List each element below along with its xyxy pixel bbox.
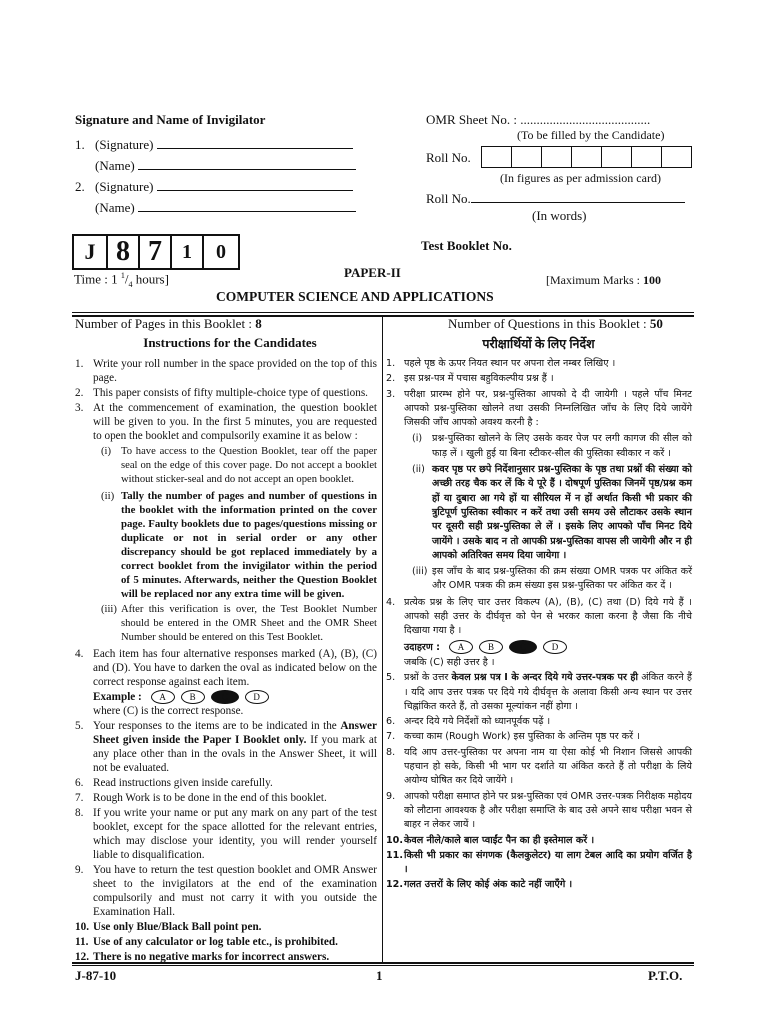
example-row: Example : A B C D — [93, 690, 377, 704]
sub-item: (iii) After this verification is over, the Test Booklet Number should be entered in the OMR Sheet and the OMR Sheet Number should be entered on this Test Booklet. — [101, 604, 377, 643]
oval-b: B — [479, 640, 503, 654]
list-item: 11. Use of any calculator or log table etc., is prohibited. — [75, 936, 338, 949]
paper-code-box — [72, 234, 240, 270]
top-rule — [72, 312, 694, 313]
name-label: (Name) — [95, 158, 135, 173]
list-item: 12. गलत उत्तरों के लिए कोई अंक काटे नहीं जाएँगे । — [386, 879, 573, 891]
sub-item: (i) To have access to the Question Booklet, tear off the paper seal on the edge of this cover page. Do not accept a booklet without sticker-seal and do not accept an open booklet. — [101, 446, 377, 485]
roll-no-words-row[interactable] — [426, 190, 685, 207]
signature-2-line[interactable] — [157, 178, 353, 191]
signature-2-row[interactable] — [75, 176, 356, 197]
signature-1-line[interactable] — [157, 136, 353, 149]
roll-no-words-note: (In words) — [532, 208, 587, 223]
list-item: 7. Rough Work is to be done in the end of this booklet. — [75, 792, 327, 805]
paper-number: PAPER-II — [344, 265, 401, 280]
sub-item: (iii) इस जाँच के बाद प्रश्न-पुस्तिका की क्रम संख्या OMR पत्रक पर अंकित करें और OMR पत्रक की क्रम संख्या इस प्रश्न-पुस्तिका पर अंकित कर दें । — [412, 566, 692, 592]
signature-label: (Signature) — [95, 137, 154, 152]
list-item: 8. If you write your name or put any mark on any part of the test booklet, except for the space allotted for the relevant entries, which may disclose your identity, you will render yourself liable to disqualification. — [75, 807, 377, 862]
example-ovals — [449, 640, 567, 654]
list-item: 10. केवल नीले/काले बाल प्वाईंट पैन का ही इस्तेमाल करें । — [386, 834, 595, 846]
example-row: उदाहरण : A B C D — [404, 640, 692, 655]
code-letter: J — [74, 236, 108, 268]
name-1-line[interactable] — [138, 157, 356, 170]
code-digit-2: 7 — [140, 236, 172, 268]
list-item: 8. यदि आप उत्तर-पुस्तिका पर अपना नाम या ऐसा कोई भी निशान जिससे आपकी पहचान हो सके, किसी भी भाग पर दर्शाते या अंकित करते हैं तो परीक्षा के लिये अयोग्य घोषित कर दिये जायेंगे । — [386, 746, 692, 787]
oval-d: D — [245, 690, 269, 704]
list-item: 10. Use only Blue/Black Ball point pen. — [75, 921, 262, 934]
invigilator-heading: Signature and Name of Invigilator — [75, 112, 266, 127]
code-digit-1: 8 — [108, 236, 140, 268]
questions-count: Number of Questions in this Booklet : 50 — [448, 316, 663, 331]
oval-c-filled: C — [509, 640, 537, 654]
roll-no-words-line[interactable] — [471, 190, 685, 203]
list-item: 3. At the commencement of examination, the question booklet will be given to you. In the first 5 minutes, you are requested to open the booklet and compulsorily examine it as below : (i) To have access to the Question Booklet, tear off the paper seal on the edge of this cover page. Do not accept a booklet without sticker-seal and do not accept an open booklet. (ii) Tally the number of pages and number of questions in the booklet with the information printed on the cover page. Faulty booklets due to pages/questions missing or duplicate or not in serial order or any other discrepancy should be got replaced immediately by a correct booklet from the invigilator within the period of 5 minutes. Afterwards, neither the Question Booklet will be replaced nor any extra time will be given. (iii) After this verification is over, the Test Booklet Number should be entered in the OMR Sheet and the OMR Sheet Number should be entered on this Test Booklet. — [75, 402, 377, 643]
row-num: 2. — [75, 179, 85, 194]
oval-a: A — [449, 640, 473, 654]
instructions-en-title: Instructions for the Candidates — [143, 335, 317, 350]
list-item: 9. You have to return the test question booklet and OMR Answer sheet to the invigilators at the end of the examination compulsorily and must not carry it with you outside the Examination Hall. — [75, 864, 377, 919]
roll-no-label: Roll No. — [426, 150, 471, 165]
oval-a: A — [151, 690, 175, 704]
list-item: 11. किसी भी प्रकार का संगणक (कैलकुलेटर) या लाग टेबल आदि का प्रयोग वर्जित है । — [386, 849, 692, 876]
maximum-marks: [Maximum Marks : 100 — [546, 273, 661, 287]
list-item: 1. पहले पृष्ठ के ऊपर नियत स्थान पर अपना रोल नम्बर लिखिए । — [386, 358, 616, 369]
subject-title: COMPUTER SCIENCE AND APPLICATIONS — [216, 289, 494, 304]
test-booklet-no[interactable]: Test Booklet No. — [421, 238, 512, 253]
row-num: 1. — [75, 137, 85, 152]
footer-code: J-87-10 — [75, 968, 117, 983]
example-note: जबकि (C) सही उत्तर है । — [404, 656, 495, 668]
list-item: 4. Each item has four alternative responses marked (A), (B), (C) and (D). You have to darken the oval as indicated below on the correct response against each item. Example : A B C D where (C) is the correct response. — [75, 648, 377, 718]
list-item: 4. प्रत्येक प्रश्न के लिए चार उत्तर विकल्प (A), (B), (C) तथा (D) दिये गये हैं । आपको सही उत्तर के दीर्घवृत्त को पेन से भरकर काला करना है जैसा कि नीचे दिखाया गया है । उदाहरण : A B C D जबकि (C) सही उत्तर है । — [386, 596, 692, 670]
pages-count: Number of Pages in this Booklet : 8 — [75, 316, 262, 331]
roll-no-words-label: Roll No. — [426, 191, 471, 206]
list-item: 5. Your responses to the items are to be indicated in the Answer Sheet given inside the Paper I Booklet only. If you mark at any place other than in the ovals in the Answer Sheet, it will not be evaluated. — [75, 720, 378, 775]
code-digit-3: 1 — [172, 236, 204, 268]
pto-label: P.T.O. — [648, 968, 683, 983]
sub-item: (i) प्रश्न-पुस्तिका खोलने के लिए उसके कवर पेज पर लगी कागज की सील को फाड़ लें । खुली हुई या बिना स्टीकर-सील की पुस्तिका स्वीकार न करें । — [412, 433, 692, 459]
list-item: 12. There is no negative marks for incorrect answers. — [75, 951, 330, 964]
list-item: 5. प्रश्नों के उत्तर केवल प्रश्न पत्र I के अन्दर दिये गये उत्तर-पत्रक पर ही अंकित करने हैं । यदि आप उत्तर पत्रक पर दिये गये दीर्घवृत्त के अलावा किसी अन्य स्थान पर उत्तर चिह्नांकित करते हैं, तो उसका मूल्यांकन नहीं होगा । — [386, 672, 692, 712]
omr-note: (To be filled by the Candidate) — [517, 128, 665, 142]
list-item: 2. इस प्रश्न-पत्र में पचास बहुविकल्पीय प्रश्न हैं । — [386, 373, 554, 385]
example-note: where (C) is the correct response. — [93, 705, 244, 718]
name-2-row[interactable] — [75, 197, 356, 218]
list-item: 2. This paper consists of fifty multiple-choice type of questions. — [75, 387, 368, 399]
invigilator-fields — [75, 134, 356, 218]
name-1-row[interactable] — [75, 155, 356, 176]
omr-sheet-no[interactable]: OMR Sheet No. : ........................................ — [426, 112, 651, 127]
instructions-hi-list — [386, 357, 692, 894]
example-ovals — [151, 690, 269, 704]
column-divider — [382, 316, 383, 962]
list-item: 7. कच्चा काम (Rough Work) इस पुस्तिका के अन्तिम पृष्ठ पर करें । — [386, 731, 640, 743]
oval-d: D — [543, 640, 567, 654]
code-digit-4: 0 — [216, 240, 226, 263]
sub-item: (ii) कवर पृष्ठ पर छपे निर्देशानुसार प्रश्न-पुस्तिका के पृष्ठ तथा प्रश्नों की संख्या को अच्छी तरह चैक कर लें कि ये पूरे हैं । दोषपूर्ण पुस्तिका जिनमें पृष्ठ/प्रश्न कम हों या दुबारा आ गये हों या सीरियल में न हों अर्थात किसी भी प्रकार की त्रुटिपूर्ण पुस्तिका स्वीकार न करें तथा उसी समय उसे लौटाकर उसके स्थान पर दूसरी सही प्रश्न-पुस्तिका ले लें । इसके लिए आपको पाँच मिनट दिये जायेंगे । उसके बाद न तो आपकी प्रश्न-पुस्तिका वापस ली जायेगी और न ही आपको अतिरिक्त समय दिया जायेगा । — [412, 464, 692, 561]
list-item: 6. Read instructions given inside carefully. — [75, 777, 273, 790]
name-label: (Name) — [95, 200, 135, 215]
name-2-line[interactable] — [138, 199, 356, 212]
roll-no-note: (In figures as per admission card) — [500, 171, 661, 185]
page-number: 1 — [376, 968, 383, 983]
signature-label: (Signature) — [95, 179, 154, 194]
signature-1-row[interactable] — [75, 134, 356, 155]
roll-no-boxes[interactable] — [481, 146, 692, 168]
list-item: 6. अन्दर दिये गये निर्देशों को ध्यानपूर्वक पढ़ें । — [386, 716, 551, 728]
list-item: 1. Write your roll number in the space provided on the top of this page. — [75, 358, 377, 384]
time-allowed: Time : 1 $^1/_4$ hours] — [74, 271, 169, 289]
oval-b: B — [181, 690, 205, 704]
instructions-en-list — [75, 357, 377, 965]
list-item: 3. परीक्षा प्रारम्भ होने पर, प्रश्न-पुस्तिका आपको दे दी जायेगी । पहले पाँच मिनट आपको प्रश्न-पुस्तिका खोलने तथा उसकी निम्नलिखित जाँच के लिए दिये जायेंगे जिसकी जाँच आपको अवश्य करनी है : (i) प्रश्न-पुस्तिका खोलने के लिए उसके कवर पेज पर लगी कागज की सील को फाड़ लें । खुली हुई या बिना स्टीकर-सील की पुस्तिका स्वीकार न करें । (ii) कवर पृष्ठ पर छपे निर्देशानुसार प्रश्न-पुस्तिका के पृष्ठ तथा प्रश्नों की संख्या को अच्छी तरह चैक कर लें कि ये पूरे हैं । दोषपूर्ण पुस्तिका जिनमें पृष्ठ/प्रश्न कम हों या दुबारा आ गये हों या सीरियल में न हों अर्थात किसी भी प्रकार की त्रुटिपूर्ण पुस्तिका स्वीकार न करें तथा उसी समय उसे लौटाकर उसके स्थान पर दूसरी सही प्रश्न-पुस्तिका ले लें । इसके लिए आपको पाँच मिनट दिये जायेंगे । उसके बाद न तो आपकी प्रश्न-पुस्तिका वापस ली जायेगी और न ही आपको अतिरिक्त समय दिया जायेगा । (iii) इस जाँच के बाद प्रश्न-पुस्तिका की क्रम संख्या OMR पत्रक पर अंकित करें और OMR पत्रक की क्रम संख्या इस प्रश्न-पुस्तिका पर अंकित कर दें । — [386, 388, 692, 594]
oval-c-filled: C — [211, 690, 239, 704]
list-item: 9. आपको परीक्षा समाप्त होने पर प्रश्न-पुस्तिका एवं OMR उत्तर-पत्रक निरीक्षक महोदय को लौटाना आवश्यक है और परीक्षा समाप्ति के बाद उसे अपने साथ परीक्षा भवन से बाहर न लेकर जायें । — [386, 790, 692, 831]
sub-item: (ii) Tally the number of pages and number of questions in the booklet with the information printed on the cover page. Faulty booklets due to pages/questions missing or duplicate or not in serial order or any other discrepancy should be got replaced immediately by a correct booklet from the invigilator within the period of 5 minutes. Afterwards, neither the Question Booklet will be replaced nor any extra time will be given. — [101, 490, 377, 600]
instructions-hi-title: परीक्षार्थियों के लिए निर्देश — [482, 337, 595, 351]
